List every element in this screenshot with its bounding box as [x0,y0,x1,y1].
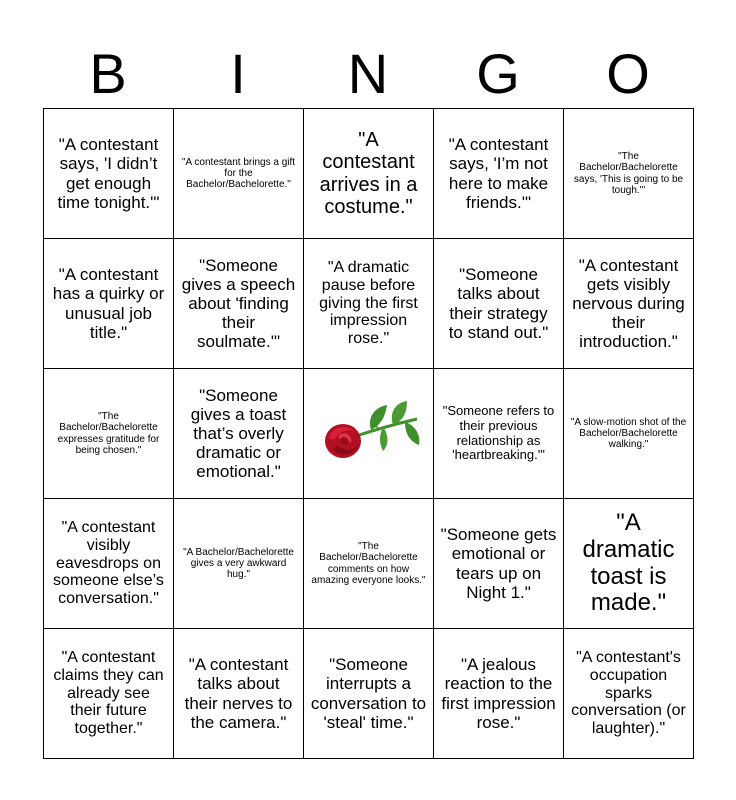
bingo-cell[interactable]: "A dramatic pause before giving the first impression rose." [304,239,434,369]
bingo-cell[interactable]: "A contestant says, 'I’m not here to make friends.'" [434,109,564,239]
bingo-cell[interactable]: "Someone gives a speech about 'finding their soulmate.'" [174,239,304,369]
bingo-cell[interactable]: "A contestant brings a gift for the Bachelor/Bachelorette." [174,109,304,239]
free-space-cell[interactable] [304,369,434,499]
bingo-cell[interactable]: "A jealous reaction to the first impression rose." [434,629,564,759]
bingo-grid [43,108,694,759]
bingo-cell[interactable]: "Someone refers to their previous relationship as 'heartbreaking.'" [434,369,564,499]
bingo-cell[interactable]: "A contestant claims they can already see their future together." [44,629,174,759]
rose-icon [309,379,429,489]
bingo-header [43,44,693,104]
header-letter-b: B [89,42,127,105]
bingo-cell[interactable]: "A slow-motion shot of the Bachelor/Bachelorette walking." [564,369,694,499]
bingo-cell[interactable]: "A contestant arrives in a costume." [304,109,434,239]
bingo-cell[interactable]: "Someone gets emotional or tears up on Night 1." [434,499,564,629]
bingo-cell[interactable]: "The Bachelor/Bachelorette expresses gratitude for being chosen." [44,369,174,499]
bingo-cell[interactable]: "A contestant says, 'I didn’t get enough time tonight.'" [44,109,174,239]
bingo-row [44,239,694,369]
bingo-row [44,629,694,759]
header-letter-i: I [230,42,246,105]
bingo-cell[interactable]: "A contestant has a quirky or unusual job title." [44,239,174,369]
bingo-cell[interactable]: "Someone talks about their strategy to stand out." [434,239,564,369]
bingo-cell[interactable]: "A contestant talks about their nerves to the camera." [174,629,304,759]
bingo-cell[interactable]: "A contestant visibly eavesdrops on someone else’s conversation." [44,499,174,629]
bingo-cell[interactable]: "The Bachelor/Bachelorette comments on how amazing everyone looks." [304,499,434,629]
bingo-row [44,109,694,239]
bingo-cell[interactable]: "Someone gives a toast that’s overly dramatic or emotional." [174,369,304,499]
header-letter-o: O [606,42,650,105]
bingo-row [44,499,694,629]
bingo-cell[interactable]: "A Bachelor/Bachelorette gives a very awkward hug." [174,499,304,629]
bingo-cell[interactable]: "A contestant's occupation sparks conversation (or laughter)." [564,629,694,759]
bingo-row [44,369,694,499]
bingo-cell[interactable]: "A contestant gets visibly nervous during their introduction." [564,239,694,369]
bingo-cell[interactable]: "Someone interrupts a conversation to 'steal' time." [304,629,434,759]
header-letter-g: G [476,42,520,105]
header-letter-n: N [347,42,389,105]
bingo-cell[interactable]: "A dramatic toast is made." [564,499,694,629]
bingo-cell[interactable]: "The Bachelor/Bachelorette says, 'This is going to be tough.'" [564,109,694,239]
